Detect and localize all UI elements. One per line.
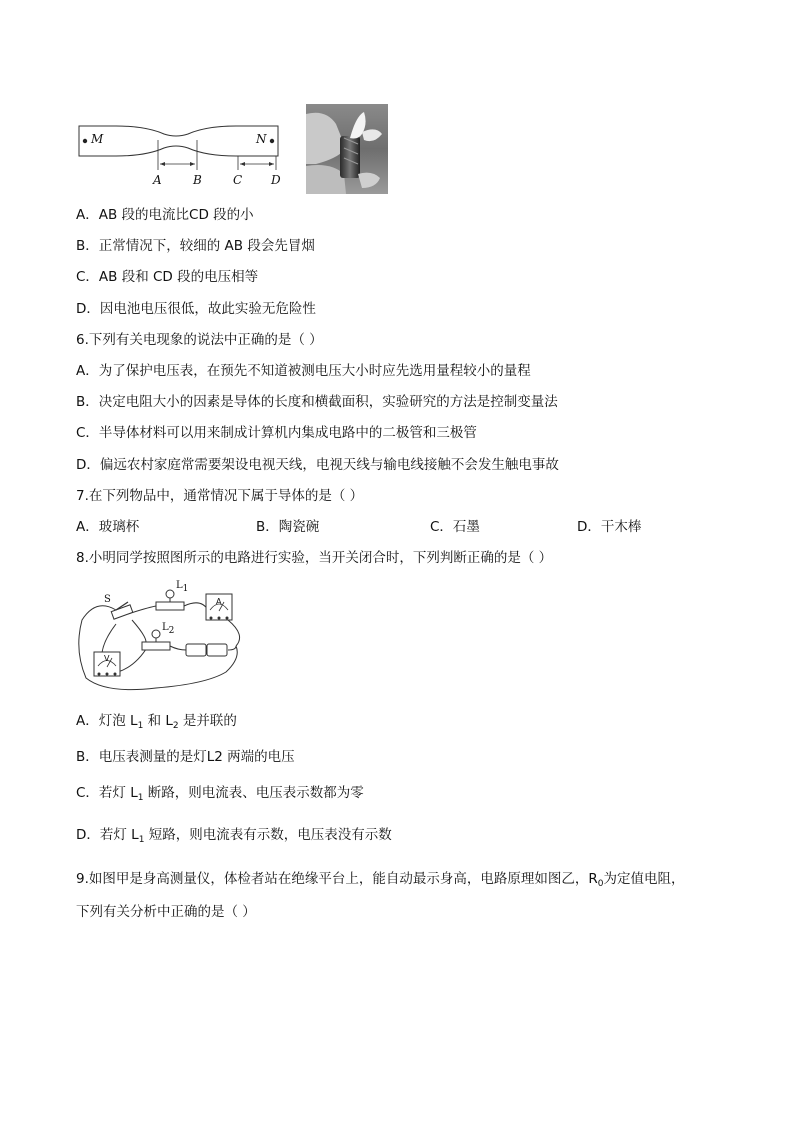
q6-option-a: A．为了保护电压表，在预先不知道被测电压大小时应先选用量程较小的量程 bbox=[76, 363, 531, 379]
q8-option-b: B．电压表测量的是灯L2 两端的电压 bbox=[76, 749, 295, 765]
label-B: B bbox=[193, 173, 202, 187]
q5-option-b: B．正常情况下，较细的 AB 段会先冒烟 bbox=[76, 238, 315, 254]
q7-option-b: B．陶瓷碗 bbox=[256, 519, 320, 535]
q8-stem: 8.小明同学按照图所示的电路进行实验，当开关闭合时，下列判断正确的是（ ） bbox=[76, 550, 553, 566]
label-voltmeter: V bbox=[104, 654, 110, 663]
label-N: N bbox=[256, 132, 267, 146]
label-S: S bbox=[104, 594, 111, 605]
q5-option-c: C．AB 段和 CD 段的电压相等 bbox=[76, 269, 259, 285]
q5-option-a: A．AB 段的电流比CD 段的小 bbox=[76, 207, 254, 223]
label-L2: $L_2$ bbox=[162, 622, 175, 636]
q6-option-d: D．偏远农村家庭常需要架设电视天线，电视天线与输电线接触不会发生触电事故 bbox=[76, 457, 559, 473]
label-A: A bbox=[153, 173, 162, 187]
q7-option-c: C．石墨 bbox=[430, 519, 480, 535]
label-M: M bbox=[91, 132, 104, 146]
label-L1: $L_1$ bbox=[176, 580, 189, 594]
q8-option-d: D．若灯 $L_1$ 短路，则电流表有示数，电压表没有示数 bbox=[76, 827, 392, 845]
q8-option-c: C．若灯 $L_1$ 断路，则电流表、电压表示数都为零 bbox=[76, 785, 364, 803]
q6-option-c: C．半导体材料可以用来制成计算机内集成电路中的二极管和三极管 bbox=[76, 425, 477, 441]
q7-option-d: D．干木棒 bbox=[577, 519, 642, 535]
conductor-figure bbox=[76, 118, 286, 190]
q9-stem-line1: 9.如图甲是身高测量仪，体检者站在绝缘平台上，能自动最示身高，电路原理如图乙，$R_0$为定值电阻， bbox=[76, 871, 685, 889]
circuit-figure bbox=[76, 580, 248, 696]
q7-stem: 7.在下列物品中，通常情况下属于导体的是（ ） bbox=[76, 488, 364, 504]
q8-option-a: A．灯泡 $L_1$ 和 $L_2$ 是并联的 bbox=[76, 713, 237, 731]
label-C: C bbox=[233, 173, 243, 187]
label-ammeter: A bbox=[216, 597, 222, 606]
q5-option-d: D．因电池电压很低，故此实验无危险性 bbox=[76, 301, 316, 317]
q6-option-b: B．决定电阻大小的因素是导体的长度和横截面积，实验研究的方法是控制变量法 bbox=[76, 394, 558, 410]
q9-stem-line2: 下列有关分析中正确的是（ ） bbox=[76, 904, 256, 920]
label-D: D bbox=[271, 173, 281, 187]
q6-stem: 6.下列有关电现象的说法中正确的是（ ） bbox=[76, 332, 323, 348]
burning-strip-photo bbox=[306, 104, 388, 194]
q7-option-a: A．玻璃杯 bbox=[76, 519, 140, 535]
